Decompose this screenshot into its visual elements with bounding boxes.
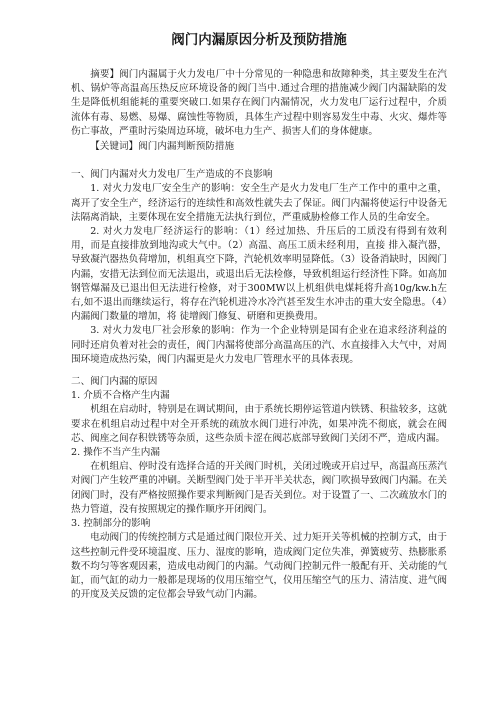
keywords-line: 【关键词】阀门内漏判断预防措施 xyxy=(90,141,235,153)
subsection-2-3-heading: 3. 控制部分的影响 xyxy=(71,518,151,530)
subsection-2-1-heading: 1. 介质不合格产生内漏 xyxy=(71,390,170,402)
section-2-heading: 二、阀门内漏的原因 xyxy=(71,376,158,388)
subsection-2-1-paragraph: 机组在启动时，特别是在调试期间，由于系统长期停运管道内铁锈、积盐较多，这就要求在机组启动过程中对全开系统的疏放水阀门进行冲洗，如果冲洗不彻底，就会在阀芯、阀座之间存积铁锈等杂质，这些杂质卡涩在阀芯底部导致阀门关闭不严，造成内漏。 xyxy=(71,404,447,444)
section-1-paragraph-3: 3. 对火力发电厂社会形象的影响：作为一个企业特别是国有企业在追求经济利益的同时还肩负着对社会的责任，阀门内漏将使部分高温高压的汽、水直接排入大气中，对周围环境造成热污染，阀门内漏更是火力发电厂管理水平的具体表现。 xyxy=(71,325,447,365)
subsection-2-2-paragraph: 在机组启、停时没有选择合适的开关阀门时机，关闭过晚或开启过早，高温高压蒸汽对阀门产生较严重的冲刷。关断型阀门处于半开半关状态，阀门吹损导致阀门内漏。在关闭阀门时，没有严格按照操作要求判断阀门是否关到位。对于设置了一、二次疏放水门的热力管道，没有按照规定的操作顺序开闭阀门。 xyxy=(71,461,447,515)
section-1-heading: 一、阀门内漏对火力发电厂生产造成的不良影响 xyxy=(71,169,273,181)
abstract-paragraph: 摘要】阀门内漏属于火力发电厂中十分常见的一种隐患和故障种类，其主要发生在汽机、锅炉等高温高压热反应环境设备的阀门当中.通过合理的措施减少阀门内漏缺陷的发生是降低机组能耗的重要突破口.如果存在阀门内漏情况，火力发电厂运行过程中，介质流体有毒、易燃、易爆、腐蚀性等物质，具体生产过程中则容易发生中毒、火灾、爆炸等伤亡事故，严重时污染周边环境，破坏电力生产、损害人们的身体健康。 xyxy=(71,69,447,137)
subsection-2-2-heading: 2. 操作不当产生内漏 xyxy=(71,447,160,459)
subsection-2-3-paragraph: 电动阀门的传统控制方式是通过阀门限位开关、过力矩开关等机械的控制方式，由于这些控制元件受环境温度、压力、湿度的影响，造成阀门定位失准，弹簧疲劳、热膨胀系数不均匀等客观因素，造成电动阀门的内漏。气动阀门控制元件一般配有开、关动能的气缸，而气缸的动力一般都是现场的仪用压缩空气，仪用压缩空气的压力、清洁度、进气阀的开度及关反馈的定位都会导致气动门内漏。 xyxy=(71,532,447,601)
document-title: 阀门内漏原因分析及预防措施 xyxy=(171,32,347,48)
section-1-paragraph-1: 1. 对火力发电厂安全生产的影响：安全生产是火力发电厂生产工作中的重中之重，离开了安全生产，经济运行的连续性和高效性就失去了保证。阀门内漏将使运行中设备无法隔离消缺，主要体现在安全措施无法执行到位，严重威胁检修工作人员的生命安全。 xyxy=(71,183,447,223)
section-spacer xyxy=(71,367,447,375)
section-1-paragraph-2: 2. 对火力发电厂经济运行的影响：（1）经过加热、升压后的工质没有得到有效利用，而是直接排放到地沟或大气中。（2）高温、高压工质未经利用，直接 排入凝汽器，导致凝汽器热负荷增加，机组真空下降，汽轮机效率明显降低。（3）设备消缺时，因阀门内漏，安措无法到位而无法退出，或退出后无法检修，导致机组运行经济性下降。如高加钢管爆漏及已退出但无法进行检修，对于300MW以上机组供电煤耗将升高10g/kw.h左右,如不退出而继续运行，将存在汽轮机进冷水冷汽甚至发生水冲击的重大安全隐患。（4）内漏阀门数量的增加，将 徒增阀门修复、研磨和更换费用。 xyxy=(71,226,447,323)
